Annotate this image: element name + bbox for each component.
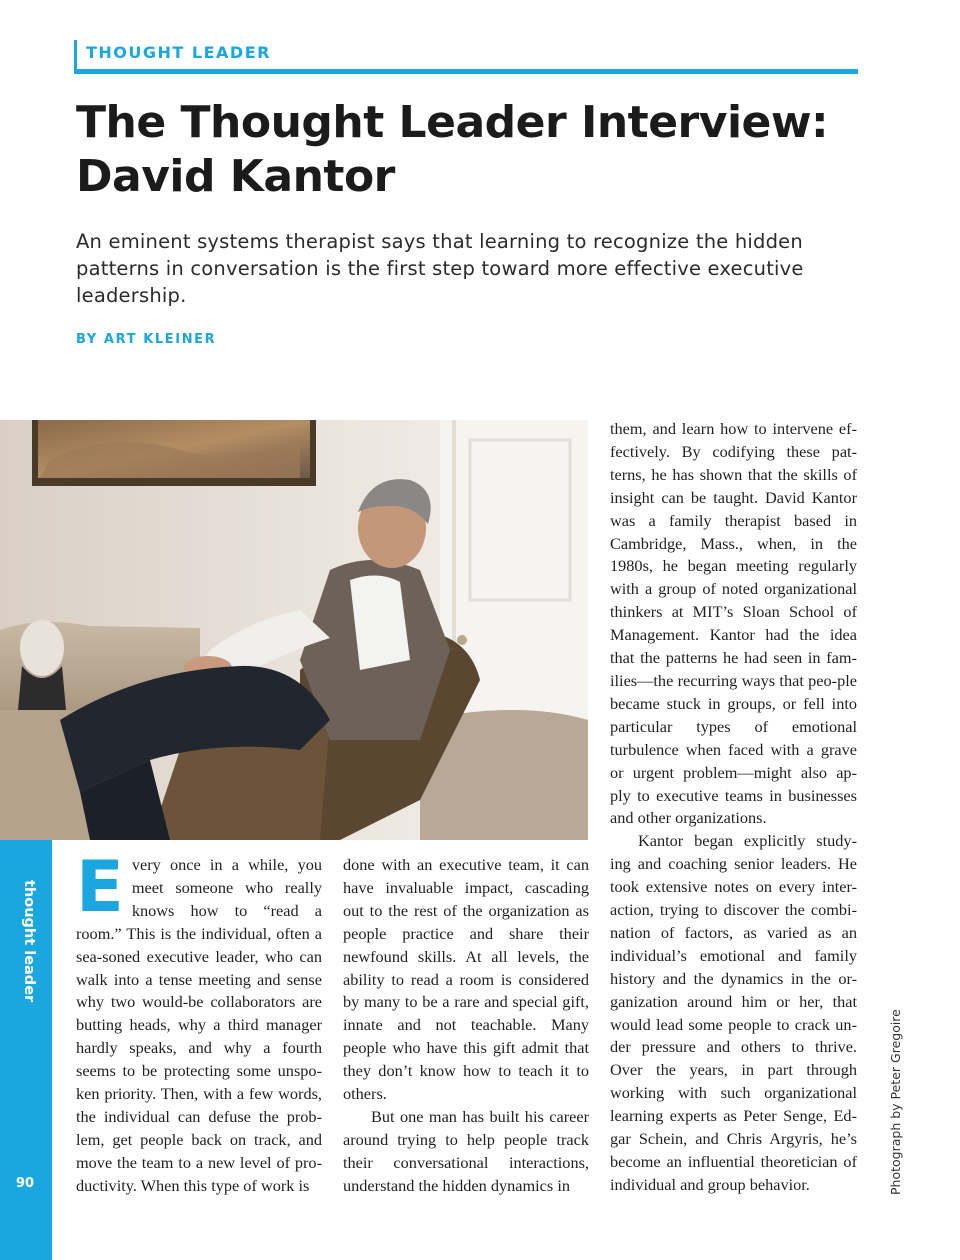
body-column-3 <box>610 418 857 1197</box>
portrait-photo <box>0 420 588 840</box>
photo-credit <box>888 1009 908 1260</box>
article-dek: An eminent systems therapist says that learning to recognize the hidden patterns in conversation is the first step toward more effective executive leadership. <box>76 230 804 307</box>
body-paragraph: done with an executive team, it can have invaluable impact, cascading out to the rest of the organization as people practice and share their newfound skills. At all levels, the ability to read a room is considered by many to be a rare and special gift, innate and not teachable. Many people who have this gift admit that they don’t know how to teach it to others. <box>343 855 589 1104</box>
body-paragraph: Kantor began explicitly study-ing and coaching senior leaders. He took extensive notes on every inter-action, trying to discover the combi-nation of factors, as varied as an individual’s emotional and family history and the dynamics in the or-ganization around him or her, that would lead some people to crack un-der pressure and others to thrive. Over the years, in part through working with such organizational learning experts as Peter Senge, Ed-gar Schein, and Chris Argyris, he’s become an influential theoretician of individual and group behavior. <box>610 831 857 1194</box>
byline: BY ART KLEINER <box>76 332 217 347</box>
body-column-2 <box>343 854 589 1198</box>
body-paragraph: But one man has built his career around trying to help people track their conversational interactions, understand the hidden dynamics in <box>343 1106 589 1195</box>
body-paragraph: them, and learn how to intervene ef-fectively. By codifying these pat-terns, he has shown that the skills of insight can be taught. David Kantor was a family therapist based in Cambridge, Mass., when, in the 1980s, he began meeting regularly with a group of noted organizational thinkers at MIT’s Sloan School of Management. Kantor had the idea that the patterns he had seen in fam-ilies—the recurring ways that peo-ple became stuck in groups, or fell into particular types of emotional turbulence when faced with a grave or urgent problem—might also ap-ply to executive teams in businesses and other organizations. <box>610 419 857 828</box>
section-tag-label: THOUGHT LEADER <box>86 43 271 62</box>
article-title: The Thought Leader Interview: David Kantor <box>76 97 829 202</box>
body-text-col1: very once in a while, you meet someone who really knows how to “read a room.” This is the individual, often a sea-soned executive leader, who can walk into a tense meeting and sense why two would-be collaborators are butting heads, why a third manager hardly speaks, and why a fourth seems to be protecting some unspo-ken priority. Then, with a few words, the individual can defuse the prob-lem, get people back on track, and move the team to a new level of pro-ductivity. When this type of work is <box>76 855 322 1195</box>
body-column-1 <box>76 846 322 1198</box>
drop-cap: E <box>76 846 124 928</box>
section-side-label-text: thought leader <box>21 880 37 1003</box>
section-tag <box>74 40 858 74</box>
photo-credit-text: Photograph by Peter Gregoire <box>888 1009 903 1195</box>
section-side-label <box>14 880 44 1020</box>
page-number: 90 <box>16 1176 35 1191</box>
